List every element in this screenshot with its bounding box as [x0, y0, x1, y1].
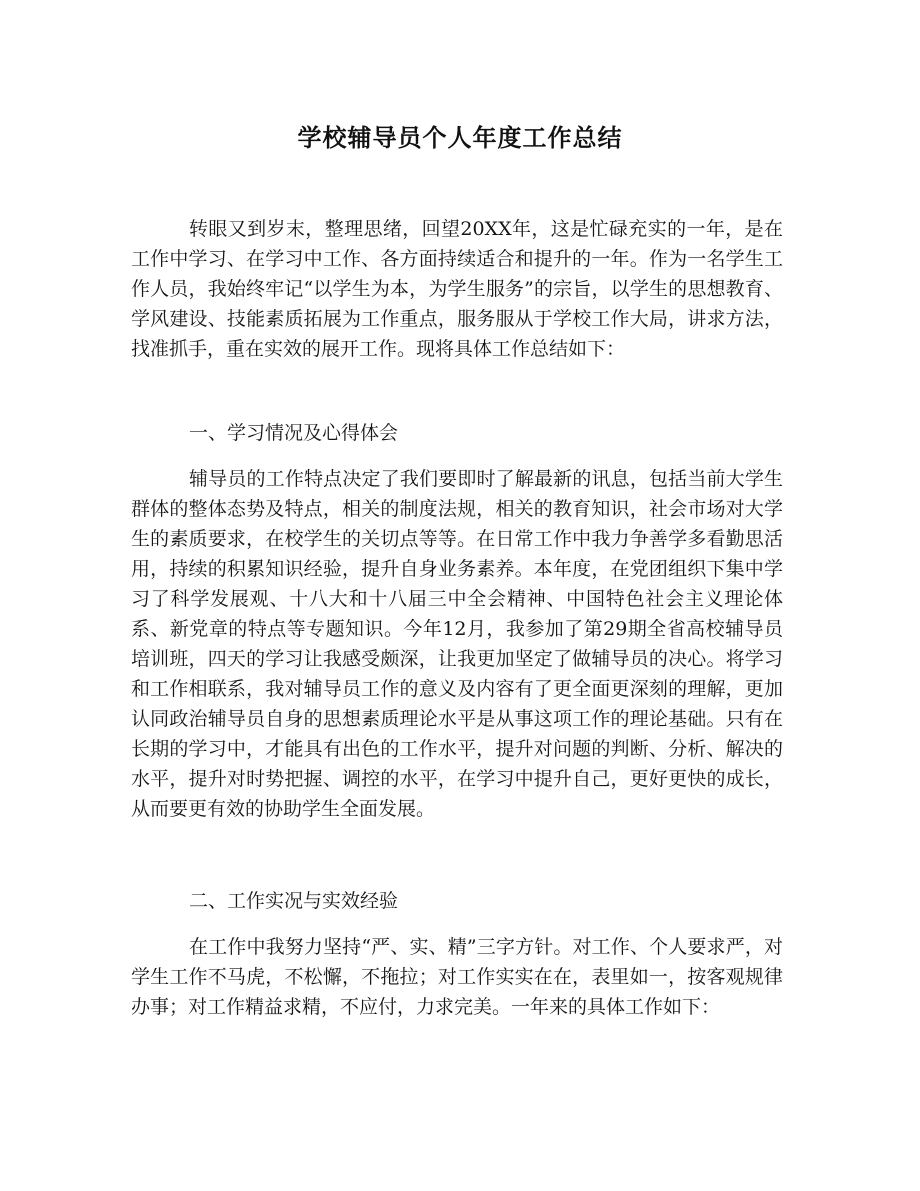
section-1-paragraph: 辅导员的工作特点决定了我们要即时了解最新的讯息，包括当前大学生群体的整体态势及特点，相关的制度法规，相关的教育知识，社会市场对大学生的素质要求，在校学生的关切点等等。在日常工作中我力争善学多看勤思活用，持续的积累知识经验，提升自身业务素养。本年度，在党团组织下集中学习了科学发展观、十八大和十八届三中全会精神、中国特色社会主义理论体系、新党章的特点等专题知识。今年12月，我参加了第29期全省高校辅导员培训班，四天的学习让我感受颇深，让我更加坚定了做辅导员的决心。将学习和工作相联系，我对辅导员工作的意义及内容有了更全面更深刻的理解，更加认同政治辅导员自身的思想素质理论水平是从事这项工作的理论基础。只有在长期的学习中，才能具有出色的工作水平，提升对问题的判断、分析、解决的水平，提升对时势把握、调控的水平，在学习中提升自己，更好更快的成长，从而要更有效的协助学生全面发展。	[131, 468, 783, 820]
section-heading-2: 二、工作实况与实效经验	[189, 890, 399, 912]
section-2-wrap	[131, 932, 783, 1022]
section-heading-1-wrap	[131, 418, 783, 448]
section-1-wrap	[131, 464, 783, 824]
document-body	[131, 214, 783, 364]
document-title: 学校辅导员个人年度工作总结	[297, 124, 623, 152]
intro-paragraph: 转眼又到岁末，整理思绪，回望20XX年，这是忙碌充实的一年，是在工作中学习、在学习中工作、各方面持续适合和提升的一年。作为一名学生工作人员，我始终牢记“以学生为本，为学生服务”的宗旨，以学生的思想教育、学风建设、技能素质拓展为工作重点，服务服从于学校工作大局，讲求方法，找准抓手，重在实效的展开工作。现将具体工作总结如下：	[131, 218, 783, 360]
section-heading-2-wrap	[131, 886, 783, 916]
section-2-paragraph: 在工作中我努力坚持“严、实、精”三字方针。对工作、个人要求严，对学生工作不马虎，不松懈，不拖拉；对工作实实在在，表里如一，按客观规律办事；对工作精益求精，不应付，力求完美。一年来的具体工作如下：	[131, 936, 783, 1018]
section-heading-1: 一、学习情况及心得体会	[189, 422, 399, 444]
